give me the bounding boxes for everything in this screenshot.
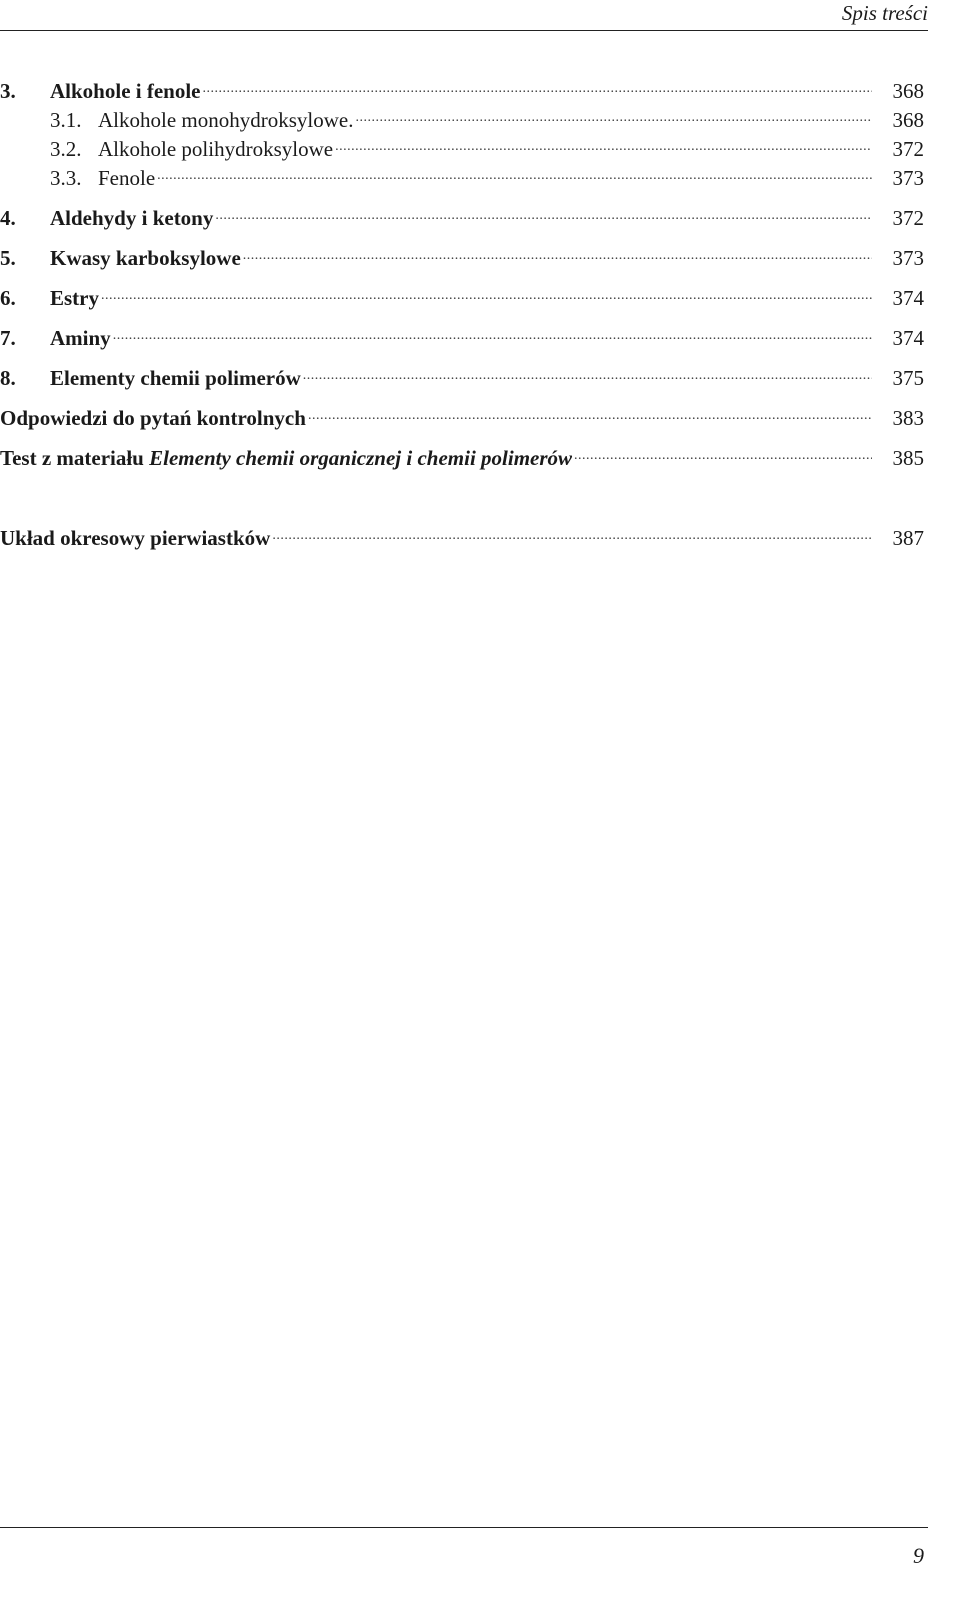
toc-entry-title: Aldehydy i ketony (50, 206, 214, 230)
toc-entry-title: Kwasy karboksylowe (50, 246, 241, 270)
toc-entry-number: 8. (0, 366, 16, 390)
toc-entry[interactable] (0, 305, 924, 350)
toc-entry-title-italic: Elementy chemii organicznej i chemii polimerów (149, 446, 573, 470)
toc-entry-title (0, 438, 572, 478)
toc-dot-leader (303, 345, 872, 385)
toc-entry-page: 368 (892, 79, 924, 103)
page-number: 9 (913, 1543, 924, 1568)
toc-entry-page: 387 (892, 526, 924, 550)
toc-entry-page: 373 (892, 246, 924, 270)
toc-dot-leader (113, 305, 872, 345)
toc-entry-page: 383 (892, 406, 924, 430)
toc-dot-leader (355, 98, 872, 127)
toc-entry-page: 372 (892, 206, 924, 230)
toc-dot-leader (203, 58, 873, 98)
toc-entry-title: Fenole (98, 166, 156, 190)
toc-entry-title: Elementy chemii polimerów (50, 366, 301, 390)
toc-entry-page: 385 (892, 446, 924, 470)
toc-entry-page: 375 (892, 366, 924, 390)
toc-entry-number: 3.1. (50, 108, 82, 132)
toc-entry[interactable] (0, 58, 924, 103)
toc-entry-number: 5. (0, 246, 16, 270)
table-of-contents (0, 58, 924, 550)
running-head-title: Spis treści (841, 1, 928, 25)
toc-dot-leader (215, 185, 872, 225)
toc-entry-number: 6. (0, 286, 16, 310)
footer-rule (0, 1527, 928, 1528)
toc-entry-title: Alkohole i fenole (50, 79, 201, 103)
toc-dot-leader (308, 385, 872, 425)
toc-entry-title-plain: Test z materiału (0, 446, 150, 470)
running-head (0, 0, 928, 31)
toc-entry-page: 373 (892, 166, 924, 190)
toc-dot-leader (272, 505, 872, 545)
toc-entry[interactable] (0, 505, 924, 550)
toc-entry-page: 368 (892, 108, 924, 132)
toc-dot-leader (157, 156, 872, 185)
toc-entry-number: 4. (0, 206, 16, 230)
toc-entry-page: 374 (892, 286, 924, 310)
toc-entry-number: 7. (0, 326, 16, 350)
toc-dot-leader (335, 127, 872, 156)
toc-entry-number: 3. (0, 79, 16, 103)
toc-entry-number: 3.3. (50, 166, 82, 190)
toc-entry-page: 372 (892, 137, 924, 161)
toc-entry-title: Odpowiedzi do pytań kontrolnych (0, 406, 306, 430)
toc-entry-title: Alkohole polihydroksylowe (98, 137, 334, 161)
toc-entry-title: Alkohole monohydroksylowe. (98, 108, 354, 132)
toc-entry-title: Układ okresowy pierwiastków (0, 526, 271, 550)
toc-dot-leader (574, 425, 872, 465)
toc-entry-number: 3.2. (50, 137, 82, 161)
toc-dot-leader (101, 265, 872, 305)
toc-entry-page: 374 (892, 326, 924, 350)
toc-dot-leader (243, 225, 872, 265)
toc-entry-title: Estry (50, 286, 99, 310)
toc-entry-title: Aminy (50, 326, 111, 350)
toc-entry[interactable] (0, 345, 924, 390)
toc-entry[interactable] (0, 265, 924, 310)
